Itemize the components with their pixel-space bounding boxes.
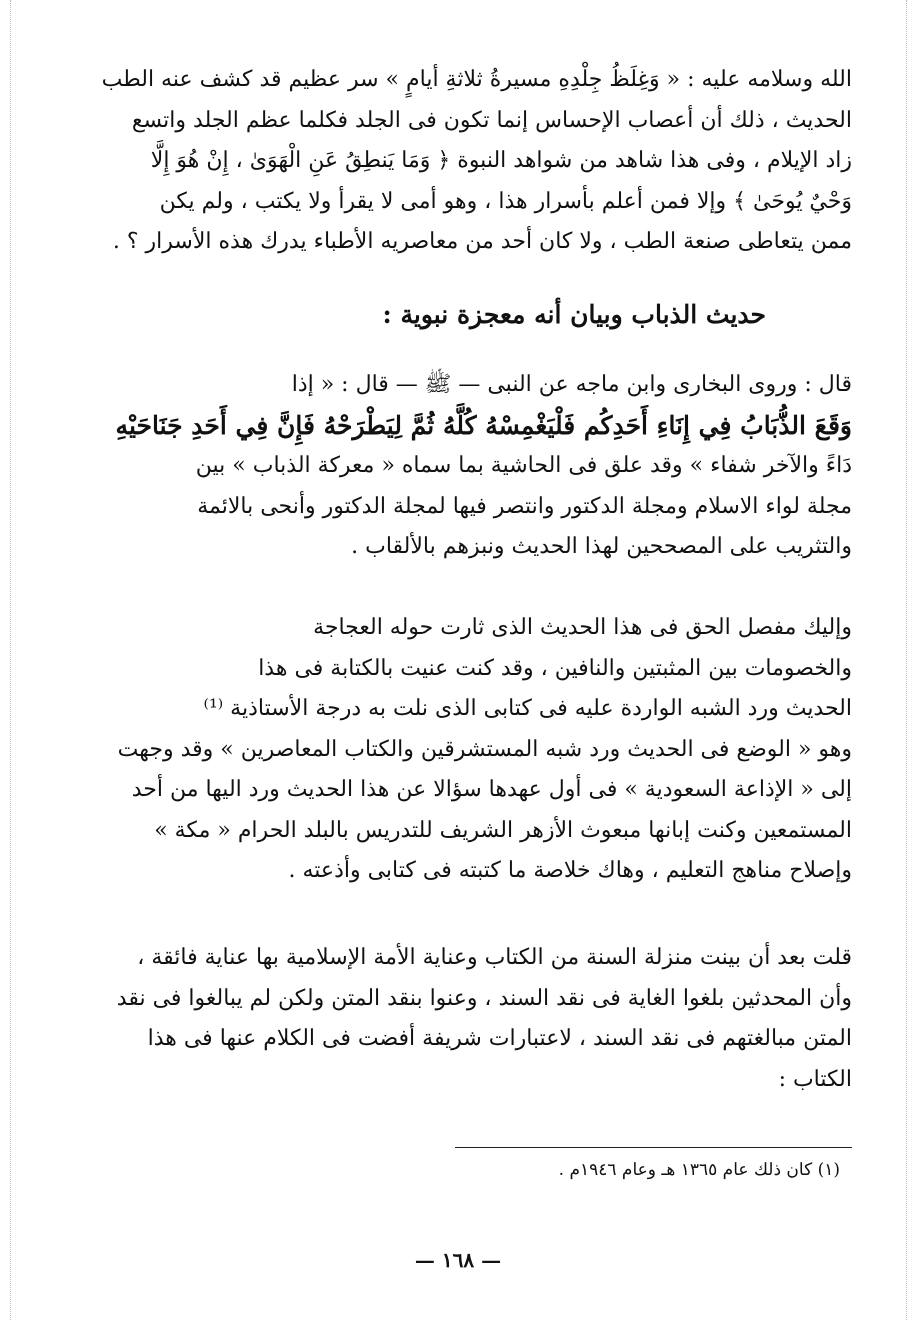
text-line: قال : وروى البخارى وابن ماجه عن النبى — ﷺ — قال : « إذا [291, 372, 852, 397]
text-line: دَاءً والآخر شفاء » وقد علق فى الحاشية بما سماه « معركة الذباب » بين [195, 453, 852, 478]
text-line: المتن مبالغتهم فى نقد السند ، لاعتبارات شريفة أفضت فى الكلام عنها فى هذا [147, 1026, 852, 1051]
text-line: وإصلاح مناهج التعليم ، وهاك خلاصة ما كتبته فى كتابى وأذعته . [288, 858, 852, 883]
footnote-divider [455, 1147, 852, 1148]
text-line: والتثريب على المصححين لهذا الحديث ونبزهم بالألقاب . [351, 534, 852, 559]
paragraph-2 [100, 365, 852, 568]
text-line: قلت بعد أن بينت منزلة السنة من الكتاب وعناية الأمة الإسلامية بها عناية فائقة ، [137, 945, 852, 970]
margin-scan-mark [906, 0, 907, 1320]
text-line: وأن المحدثين بلغوا الغاية فى نقد السند ، وعنوا بنقد المتن ولكن لم يبالغوا فى نقد [116, 985, 852, 1011]
text-line: وإليك مفصل الحق فى هذا الحديث الذى ثارت حوله العجاجة [313, 615, 852, 640]
text-line: مجلة لواء الاسلام ومجلة الدكتور وانتصر فيها لمجلة الدكتور وأنحى بالائمة [197, 493, 852, 519]
paragraph-1 [100, 60, 852, 263]
text-line: الحديث ورد الشبه الواردة عليه فى كتابى الذى نلت به درجة الأستاذية ⁽¹⁾ [203, 696, 852, 721]
paragraph-3 [100, 608, 852, 892]
text-line: الكتاب : [778, 1066, 852, 1092]
text-line: وَحْيٌ يُوحَىٰ ﴾ وإلا فمن أعلم بأسرار هذا ، وهو أمى لا يقرأ ولا يكتب ، ولم يكن [159, 188, 852, 214]
text-line: وهو « الوضع فى الحديث ورد شبه المستشرقين والكتاب المعاصرين » وقد وجهت [117, 736, 852, 762]
footnote: (١) كان ذلك عام ١٣٦٥ هـ وعام ١٩٤٦م . [558, 1160, 840, 1180]
hadith-text-line: وَقَعَ الذُّبَابُ فِي إِنَاءِ أَحَدِكُم فَلْيَغْمِسْهُ كُلَّهُ ثُمَّ لِيَطْرَحْهُ فَإِنَّ فِي أَحَدِ جَنَاحَيْهِ [115, 410, 852, 440]
text-line: زاد الإيلام ، وفى هذا شاهد من شواهد النبوة ﴿ وَمَا يَنطِقُ عَنِ الْهَوَىٰ ، إِنْ هُوَ إِلَّا [150, 148, 852, 173]
text-line: ممن يتعاطى صنعة الطب ، ولا كان أحد من معاصريه الأطباء يدرك هذه الأسرار ؟ . [112, 229, 852, 254]
section-heading: حديث الذباب وبيان أنه معجزة نبوية : [382, 300, 766, 329]
text-line: الحديث ، ذلك أن أعصاب الإحساس إنما تكون فى الجلد فكلما عظم الجلد واتسع [131, 107, 852, 133]
page-number: — ١٦٨ — [414, 1248, 502, 1272]
paragraph-4 [100, 938, 852, 1100]
margin-scan-mark [10, 0, 11, 1320]
text-line: إلى « الإذاعة السعودية » فى أول عهدها سؤالا عن هذا الحديث ورد اليها من أحد [131, 777, 852, 802]
text-line: المستمعين وكنت إبانها مبعوث الأزهر الشريف للتدريس بالبلد الحرام « مكة » [154, 817, 852, 843]
text-line: والخصومات بين المثبتين والنافين ، وقد كنت عنيت بالكتابة فى هذا [258, 655, 852, 681]
text-line: الله وسلامه عليه : « وَغِلَظُ جِلْدِهِ مسيرةُ ثلاثةِ أيامٍ » سر عظيم قد كشف عنه الطب [101, 67, 852, 92]
